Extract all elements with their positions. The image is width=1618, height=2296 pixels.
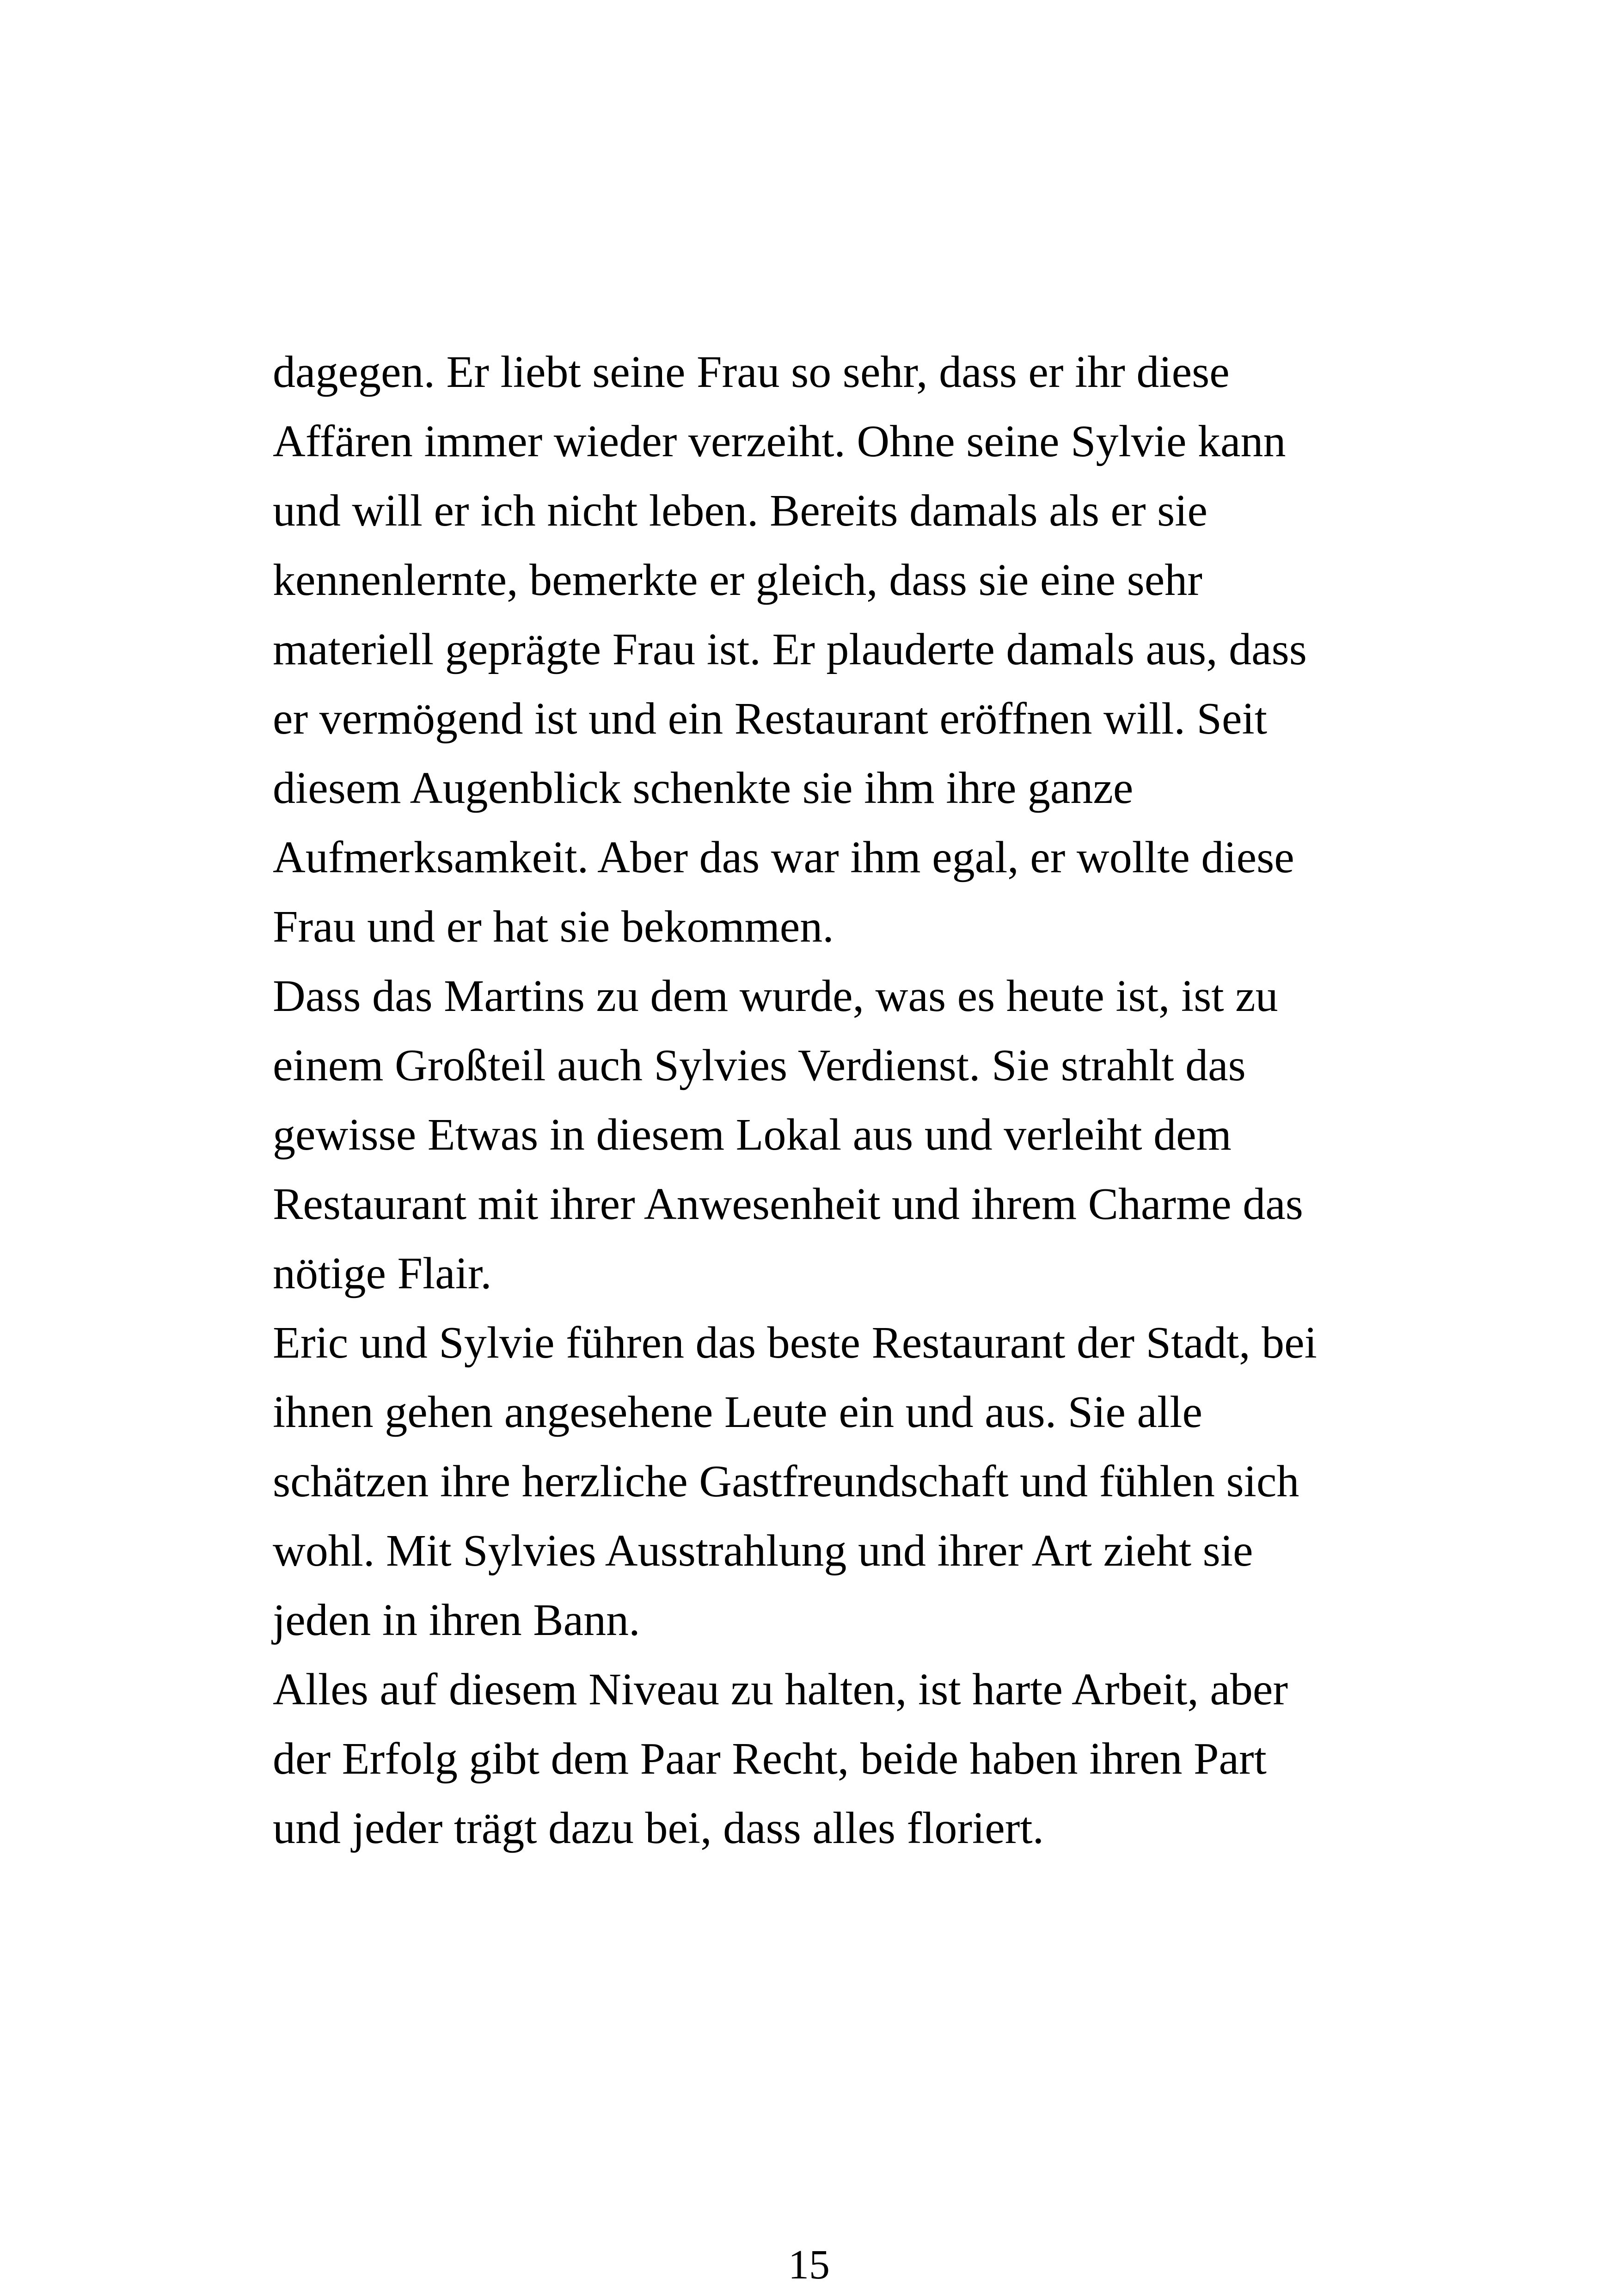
text-line: materiell geprägte Frau ist. Er plauderte damals aus, dass <box>273 625 1307 674</box>
text-line: schätzen ihre herzliche Gastfreundschaft und fühlen sich <box>273 1457 1299 1506</box>
text-line: Restaurant mit ihrer Anwesenheit und ihrem Charme das <box>273 1179 1303 1229</box>
text-line: kennenlernte, bemerkte er gleich, dass sie eine sehr <box>273 555 1202 605</box>
text-line: und jeder trägt dazu bei, dass alles floriert. <box>273 1803 1044 1853</box>
text-line: einem Großteil auch Sylvies Verdienst. Sie strahlt das <box>273 1041 1246 1090</box>
text-line: Alles auf diesem Niveau zu halten, ist harte Arbeit, aber <box>273 1665 1288 1714</box>
text-line: und will er ich nicht leben. Bereits damals als er sie <box>273 486 1208 536</box>
text-line: er vermögend ist und ein Restaurant eröffnen will. Seit <box>273 694 1267 744</box>
text-line: ihnen gehen angesehene Leute ein und aus. Sie alle <box>273 1387 1202 1437</box>
text-line: wohl. Mit Sylvies Ausstrahlung und ihrer Art zieht sie <box>273 1526 1253 1576</box>
text-line: nötige Flair. <box>273 1249 492 1298</box>
text-line: dagegen. Er liebt seine Frau so sehr, dass er ihr diese <box>273 347 1230 397</box>
text-line: der Erfolg gibt dem Paar Recht, beide haben ihren Part <box>273 1734 1267 1784</box>
text-line: Eric und Sylvie führen das beste Restaurant der Stadt, bei <box>273 1318 1317 1368</box>
text-line: Frau und er hat sie bekommen. <box>273 902 834 952</box>
text-line: jeden in ihren Bann. <box>273 1595 640 1645</box>
text-line: diesem Augenblick schenkte sie ihm ihre ganze <box>273 763 1134 813</box>
text-line: Dass das Martins zu dem wurde, was es heute ist, ist zu <box>273 971 1278 1021</box>
page-number: 15 <box>788 2242 830 2288</box>
text-line: Affären immer wieder verzeiht. Ohne seine Sylvie kann <box>273 416 1286 466</box>
text-line: Aufmerksamkeit. Aber das war ihm egal, er wollte diese <box>273 833 1294 882</box>
body-text <box>273 337 1373 1863</box>
text-line: gewisse Etwas in diesem Lokal aus und verleiht dem <box>273 1110 1232 1160</box>
